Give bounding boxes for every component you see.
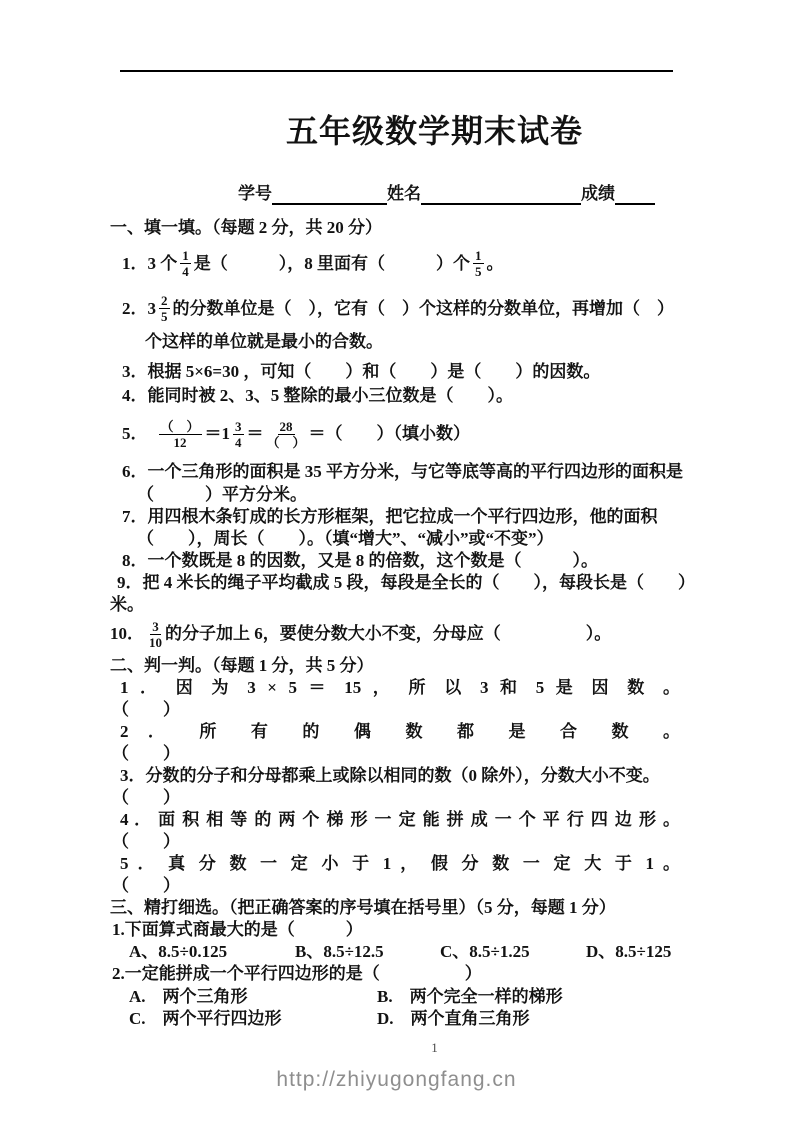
name-label: 姓名 [387,184,421,203]
question-4: 4．能同时被 2、3、5 整除的最小三位数是（ ）。 [122,386,513,405]
q1-number: 1． [122,253,148,273]
footer-url: http://zhiyugongfang.cn [276,1068,517,1091]
choice-question-2-options [110,985,680,1029]
judge-item-5-blank: （ ） [112,876,180,895]
question-2: 2． 3 $\frac{2}{5}$ 的分数单位是（ ），它有（ ）个这样的分数单位，再增加（ ） [122,293,674,324]
judge-item-4-text: 4 ． 面 积 相 等 的 两 个 梯 形 一 定 能 拼 成 一 个 平 行 四 边 形 。 [120,810,680,829]
question-6-line2: （ ）平方分米。 [137,485,307,504]
name-blank [421,183,581,205]
fraction-blank-12: $\frac{( )}{12}$ [160,418,200,450]
fraction-2-5: $\frac{2}{5}$ [161,293,168,324]
section2-heading: 二、判一判。（每题 1 分，共 5 分） [110,656,374,675]
fraction-3-10: $\frac{3}{10}$ [149,618,162,650]
judge-item-2-blank: （ ） [112,744,180,763]
page-number: 1 [431,1040,438,1055]
choice-question-2: 2.一定能拼成一个平行四边形的是（ ） [112,964,482,983]
question-7-line2: （ ），周长（ ）。（填“增大”、“减小”或“不变”） [137,529,554,548]
option-c: C. 两个平行四边形 [129,1009,282,1028]
score-blank [615,183,655,205]
question-3: 3．根据 5×6=30 ，可知（ ）和（ ）是（ ）的因数。 [122,362,601,381]
q2-number: 2． [122,298,148,318]
option-a: A. 两个三角形 [129,987,248,1006]
option-b: B. 两个完全一样的梯形 [377,987,563,1006]
section3-heading: 三、精打细选。（把正确答案的序号填在括号里）（5 分，每题 1 分） [110,898,616,917]
fraction-1-5: $\frac{1}{5}$ [475,248,482,279]
choice-question-1-options [110,941,680,963]
option-d: D. 两个直角三角形 [377,1009,530,1028]
header-rule [120,70,673,72]
question-8: 8．一个数既是 8 的因数，又是 8 的倍数，这个数是（ ）。 [122,551,598,570]
option-a: A、8.5÷0.125 [129,942,228,961]
page-title: 五年级数学期末试卷 [285,113,583,149]
question-9: 9．把 4 米长的绳子平均截成 5 段，每段是全长的（ ），每段长是（ ） [117,573,695,592]
judge-item-3-blank: （ ） [112,788,180,807]
question-2-line2: 个这样的单位就是最小的合数。 [145,332,383,351]
judge-item-3-text: 3．分数的分子和分母都乘上或除以相同的数（0 除外），分数大小不变。 [120,766,660,785]
question-9-line2: 米。 [110,595,144,614]
judge-item-5-text: 5 ． 真 分 数 一 定 小 于 1 ， 假 分 数 一 定 大 于 1 。 [120,854,680,873]
judge-item-1-text: 1 ． 因 为 3 × 5 ＝ 15 ， 所 以 3 和 5 是 因 数 。 [120,678,680,697]
fraction-3-4: $\frac{3}{4}$ [235,418,242,450]
q10-number: 10． [110,624,144,643]
q5-number: 5． [122,424,148,443]
student-id-label: 学号 [238,184,272,203]
question-10: 10． $\frac{3}{10}$ 的分子加上 6，要使分数大小不变，分母应（ ）。 [110,618,612,650]
option-c: C、8.5÷1.25 [440,942,530,961]
fraction-28-blank: $\frac{28}{( )}$ [266,418,306,450]
choice-question-1: 1.下面算式商最大的是（ ） [112,920,363,939]
question-5: 5． $\frac{( )}{12}$ ＝1 $\frac{3}{4}$ ＝ $\frac{28}{( )}$ ＝（ ）（填小数） [122,418,471,450]
judge-item-2-text: 2 ． 所 有 的 偶 数 都 是 合 数 。 [120,722,680,741]
section1-heading: 一、填一填。（每题 2 分，共 20 分） [110,218,382,237]
student-id-blank [272,183,387,205]
question-1: 1． 3 个 $\frac{1}{4}$ 是（ ），8 里面有（ ）个 $\frac{1}{5}$ 。 [122,248,504,279]
question-6: 6．一个三角形的面积是 35 平方分米，与它等底等高的平行四边形的面积是 [122,462,683,481]
judge-item-4-blank: （ ） [112,832,180,851]
option-d: D、8.5÷125 [586,942,672,961]
student-info-row [238,183,655,205]
exam-body [110,217,695,1029]
option-b: B、8.5÷12.5 [295,942,384,961]
question-7: 7．用四根木条钉成的长方形框架，把它拉成一个平行四边形，他的面积 [122,507,658,526]
fraction-1-4: $\frac{1}{4}$ [182,248,189,279]
score-label: 成绩 [581,184,615,203]
judge-item-1-blank: （ ） [112,700,180,719]
